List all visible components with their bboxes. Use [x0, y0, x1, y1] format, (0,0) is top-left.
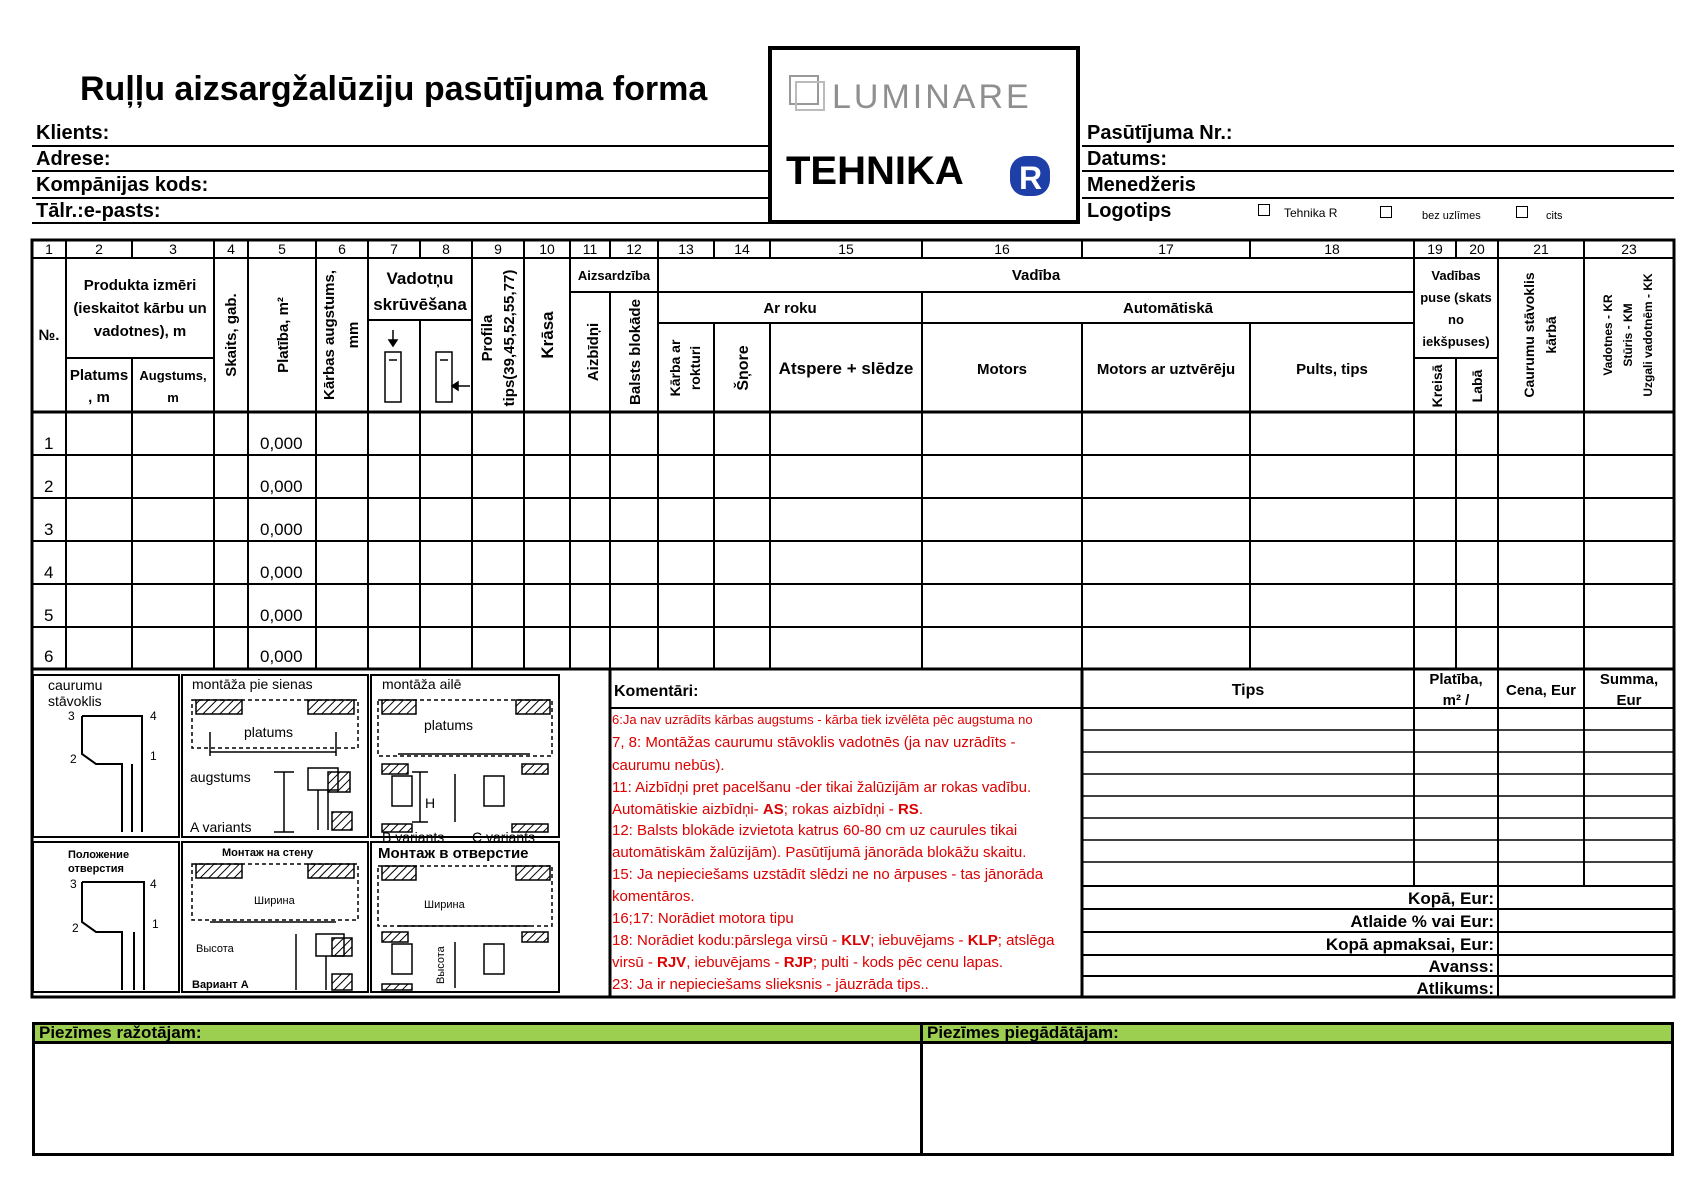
header-box-height-2: mm	[345, 321, 362, 349]
header-manual: Ar roku	[763, 300, 817, 317]
ru-wall-width: Ширина	[254, 895, 295, 907]
svg-text:2: 2	[72, 921, 79, 935]
discount-label: Atlaide % vai Eur:	[1350, 912, 1494, 931]
manager-label: Menedžeris	[1087, 174, 1196, 196]
header-left: Kreisā	[1429, 364, 1445, 408]
header-crank-1: Kārba ar	[667, 339, 683, 397]
row-6-no: 6	[44, 647, 54, 666]
advance-label: Avanss:	[1428, 957, 1494, 976]
comment-line: 18: Norādiet kodu:pārslega virsū - KLV; iebuvējams - KLP; atslēga	[612, 932, 1055, 949]
ru-opening-width: Ширина	[424, 899, 465, 911]
header-motor-receiver: Motors ar uztvērēju	[1096, 361, 1236, 378]
date-label: Datums:	[1087, 148, 1168, 170]
svg-text:3: 3	[169, 241, 177, 257]
order-number-label: Pasūtījuma Nr.:	[1087, 122, 1233, 144]
header-control-side-4: iekšpuses)	[1422, 334, 1490, 349]
svg-text:14: 14	[734, 241, 750, 257]
comment-line: 15: Ja nepieciešams uzstādīt slēdzi ne no ārpuses - tas jānorāda	[612, 866, 1044, 883]
header-protection: Aizsardzība	[577, 268, 651, 283]
svg-text:3: 3	[68, 709, 75, 723]
logo-option-other-label: cits	[1546, 210, 1563, 222]
header-pipe-position-1: Caurumu stāvoklis	[1521, 272, 1537, 398]
row-1-area: 0,000	[260, 434, 303, 453]
price-area-header-1: Platība,	[1429, 671, 1483, 688]
svg-text:5: 5	[278, 241, 286, 257]
header-width-1: Platums	[69, 367, 129, 384]
header-guide-screw-2: skrūvēšana	[373, 295, 467, 314]
ru-wall-height: Высота	[196, 943, 234, 955]
client-label: Klients:	[36, 122, 110, 144]
lv-opening-width: platums	[424, 717, 474, 733]
lv-opening-title: montāža ailē	[382, 676, 462, 692]
phone-email-label: Tālr.:e-pasts:	[36, 200, 161, 222]
comments-title: Komentāri:	[614, 683, 699, 700]
header-crank-2: rokturi	[687, 345, 703, 391]
svg-text:23: 23	[1621, 241, 1637, 257]
header-color: Krāsa	[538, 311, 557, 359]
header-blocks: Balsts blokāde	[627, 299, 644, 405]
svg-text:2: 2	[95, 241, 103, 257]
row-4-area: 0,000	[260, 563, 303, 582]
svg-text:10: 10	[539, 241, 555, 257]
row-5-no: 5	[44, 606, 54, 625]
header-control: Vadība	[1011, 267, 1061, 284]
comment-line: caurumu nebūs).	[612, 757, 725, 774]
luminare-logo-text: LUMINARE	[832, 78, 1032, 116]
svg-text:17: 17	[1158, 241, 1174, 257]
guide-screw-icons	[385, 330, 470, 402]
total-payable-label: Kopā apmaksai, Eur:	[1325, 935, 1494, 954]
header-height-2: m	[167, 390, 179, 405]
price-tips-header: Tips	[1231, 682, 1265, 699]
row-4-no: 4	[44, 563, 54, 582]
header-cord: Šņore	[735, 345, 752, 391]
comment-line: 6:Ja nav uzrādīts kārbas augstums - kārba tiek izvēlēta pēc augstuma no	[612, 712, 1033, 727]
header-area: Platība, m²	[275, 297, 292, 373]
svg-text:4: 4	[150, 709, 157, 723]
logo-option-tehnika-label: Tehnika R	[1284, 206, 1338, 220]
svg-text:20: 20	[1469, 241, 1485, 257]
header-profile-1: Profila	[479, 314, 496, 362]
header-pipe-position-2: kārbā	[1543, 316, 1559, 354]
svg-text:1: 1	[152, 917, 159, 931]
comment-line: automātiskām žalūzijām). Pasūtījumā jānorāda blokāžu skaitu.	[612, 844, 1027, 861]
header-control-side-3: no	[1448, 312, 1464, 327]
comment-line: Automātiskie aizbīdņi- AS; rokas aizbīdņi - RS.	[612, 801, 923, 818]
svg-text:9: 9	[494, 241, 502, 257]
svg-text:6: 6	[338, 241, 346, 257]
total-label: Kopā, Eur:	[1408, 889, 1494, 908]
tehnika-logo-text: TEHNIKA	[786, 149, 964, 193]
row-6-area: 0,000	[260, 647, 303, 666]
svg-text:19: 19	[1427, 241, 1443, 257]
svg-text:4: 4	[150, 877, 157, 891]
header-spring-switch: Atspere + slēdze	[778, 359, 914, 378]
header-product-dims-1: Produkta izmēri	[83, 277, 197, 294]
header-height-1: Augstums,	[139, 368, 207, 383]
row-3-no: 3	[44, 520, 54, 539]
row-2-no: 2	[44, 477, 54, 496]
header-width-2: , m	[88, 389, 110, 406]
price-area-header-2: m² /	[1442, 692, 1470, 709]
header-automatic: Automātiskā	[1122, 300, 1214, 317]
ru-pos-title-2: отверстия	[68, 863, 124, 875]
header-guides-1: Vadotnes - KR	[1601, 294, 1615, 376]
svg-text:11: 11	[582, 241, 598, 257]
row-1-no: 1	[44, 434, 54, 453]
lv-variant-b: B variants	[382, 829, 445, 845]
header-control-side-1: Vadības	[1431, 268, 1481, 283]
lv-pos-title-1: caurumu	[48, 677, 103, 693]
row-3-area: 0,000	[260, 520, 303, 539]
header-product-dims-2: (ieskaitot kārbu un	[73, 300, 207, 317]
header-box-height-1: Kārbas augstums,	[321, 269, 338, 401]
header-guide-screw-1: Vadotņu	[386, 269, 454, 288]
header-guides-2: Stūris - KM	[1621, 303, 1635, 367]
header-product-dims-3: vadotnes), m	[93, 323, 187, 340]
svg-text:21: 21	[1533, 241, 1549, 257]
svg-text:15: 15	[838, 241, 854, 257]
lv-pos-title-2: stāvoklis	[48, 693, 102, 709]
tehnika-r-mark: R	[1019, 160, 1043, 196]
lv-wall-title: montāža pie sienas	[192, 676, 313, 692]
header-profile-2: tips(39,45,52,55,77)	[501, 269, 518, 407]
header-motor: Motors	[977, 361, 1027, 378]
ru-variant-a: Вариант А	[192, 979, 249, 991]
logo-type-label: Logotips	[1087, 200, 1172, 222]
comment-line: komentāros.	[612, 888, 695, 905]
comment-line: 7, 8: Montāžas caurumu stāvoklis vadotnēs (ja nav uzrādīts -	[612, 734, 1016, 751]
price-sum-header-1: Summa,	[1599, 671, 1659, 688]
svg-text:13: 13	[678, 241, 694, 257]
comment-line: 12: Balsts blokāde izvietota katrus 60-80 cm uz caurules tikai	[612, 822, 1018, 839]
ru-opening-title: Монтаж в отверстие	[378, 845, 529, 862]
comment-line: 11: Aizbīdņi pret pacelšanu -der tikai žalūzijām ar rokas vadību.	[612, 779, 1032, 796]
header-no: №.	[38, 327, 60, 344]
ru-wall-title: Монтаж на стену	[222, 847, 314, 859]
svg-text:12: 12	[626, 241, 642, 257]
svg-text:3: 3	[70, 877, 77, 891]
svg-text:7: 7	[390, 241, 398, 257]
svg-text:8: 8	[442, 241, 450, 257]
comment-line: 23: Ja ir nepieciešams slieksnis - jāuzrāda tips..	[612, 976, 929, 993]
row-2-area: 0,000	[260, 477, 303, 496]
lv-opening-h: H	[425, 795, 436, 811]
supplier-notes-header: Piezīmes piegādātājam:	[920, 1022, 1674, 1044]
column-numbers	[45, 241, 1637, 257]
header-qty: Skaits, gab.	[223, 293, 240, 377]
header-remote: Pults, tips	[1296, 361, 1368, 378]
row-5-area: 0,000	[260, 606, 303, 625]
ru-pos-title-1: Положение	[68, 849, 130, 861]
lv-wall-width: platums	[244, 724, 294, 740]
lv-variant-a: A variants	[190, 819, 252, 835]
svg-text:16: 16	[994, 241, 1010, 257]
svg-text:1: 1	[150, 749, 157, 763]
header-guides-3: Uzgali vadotnēm - KK	[1641, 273, 1655, 397]
header-right: Labā	[1469, 369, 1485, 403]
comment-line: virsū - RJV, iebuvējams - RJP; pulti - kods pēc cenu lapas.	[612, 954, 1004, 971]
price-sum-header-2: Eur	[1616, 692, 1642, 709]
manufacturer-notes-header: Piezīmes ražotājam:	[32, 1022, 923, 1044]
lv-variant-c: C variants	[472, 829, 536, 845]
company-code-label: Kompānijas kods:	[36, 174, 209, 196]
address-label: Adrese:	[36, 148, 111, 170]
balance-label: Atlikums:	[1416, 979, 1494, 998]
logo-option-none-label: bez uzlīmes	[1422, 210, 1481, 222]
svg-text:2: 2	[70, 752, 77, 766]
price-price-header: Cena, Eur	[1505, 682, 1577, 699]
svg-text:4: 4	[227, 241, 235, 257]
installation-diagrams	[32, 672, 572, 994]
svg-text:1: 1	[45, 241, 53, 257]
header-latches: Aizbīdņi	[585, 322, 602, 382]
header-control-side-2: puse (skats	[1420, 290, 1492, 305]
lv-wall-height: augstums	[190, 769, 251, 785]
order-rows	[44, 434, 303, 666]
comment-line: 16;17: Norādiet motora tipu	[612, 910, 794, 927]
svg-text:18: 18	[1324, 241, 1340, 257]
ru-opening-height: Высота	[435, 946, 447, 984]
page-title: Ruļļu aizsargžalūziju pasūtījuma forma	[80, 70, 708, 108]
